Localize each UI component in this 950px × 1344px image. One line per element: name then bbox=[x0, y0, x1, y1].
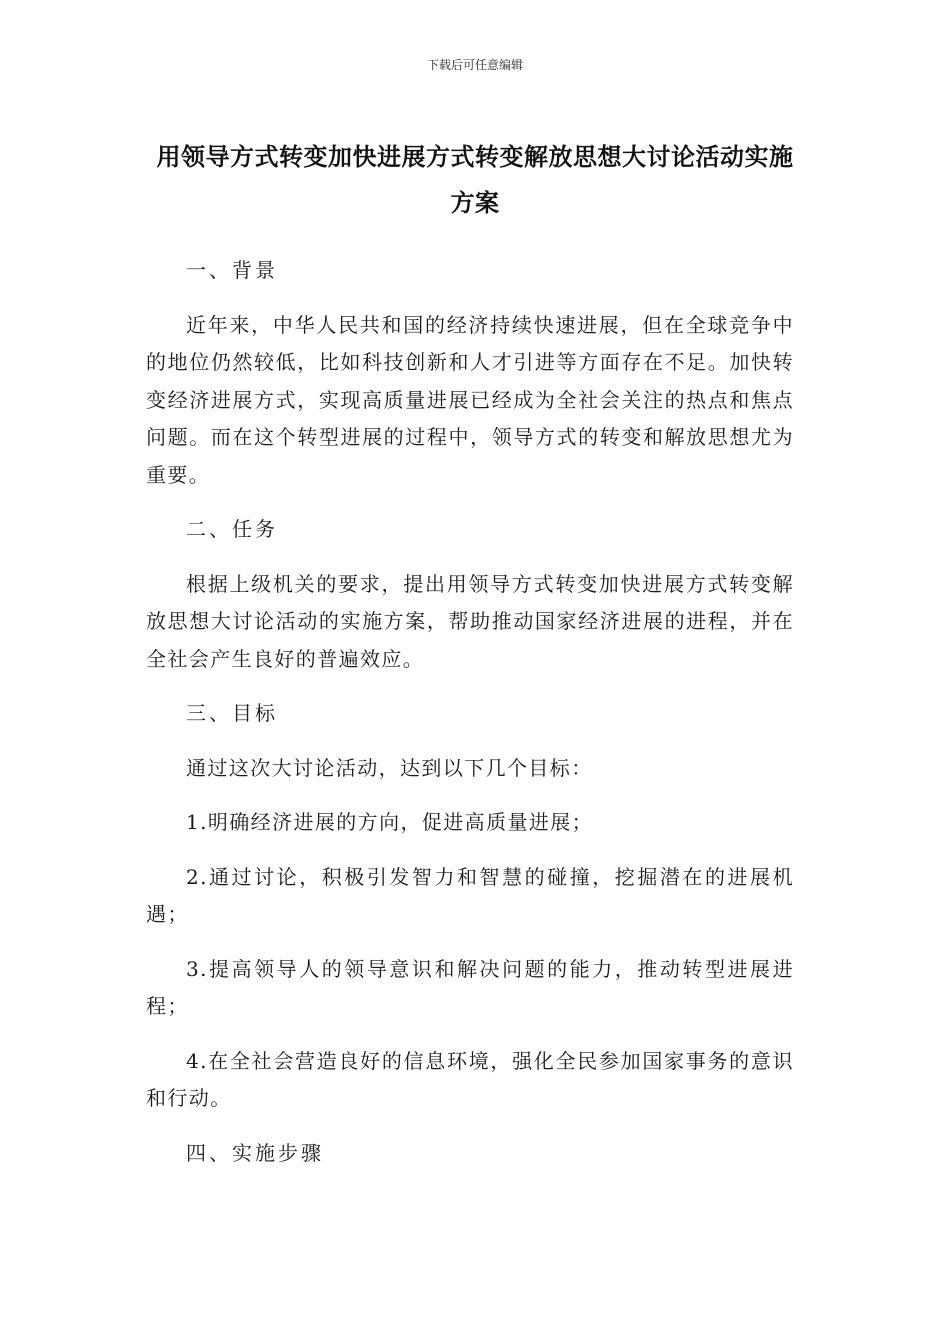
goal-item-4: 4.在全社会营造良好的信息环境，强化全民参加国家事务的意识和行动。 bbox=[146, 1048, 794, 1110]
document-title: 用领导方式转变加快进展方式转变解放思想大讨论活动实施方案 bbox=[156, 143, 794, 217]
paragraph-task: 根据上级机关的要求，提出用领导方式转变加快进展方式转变解放思想大讨论活动的实施方案，帮助推动国家经济进展的进程，并在全社会产生良好的普遍效应。 bbox=[146, 571, 794, 671]
header-note: 下载后可任意编辑 bbox=[426, 58, 523, 72]
document-body bbox=[146, 252, 794, 1189]
section-heading-goals: 三、目标 bbox=[186, 701, 278, 725]
goal-item-2: 2.通过讨论，积极引发智力和智慧的碰撞，挖掘潜在的进展机遇； bbox=[146, 864, 794, 926]
section-heading-steps: 四、实施步骤 bbox=[186, 1140, 324, 1165]
goal-item-1: 1.明确经济进展的方向，促进高质量进展； bbox=[186, 810, 594, 834]
paragraph-goals-intro: 通过这次大讨论活动，达到以下几个目标： bbox=[186, 755, 593, 780]
section-heading-task: 二、任务 bbox=[186, 517, 278, 541]
paragraph-background: 近年来，中华人民共和国的经济持续快速进展，但在全球竞争中的地位仍然较低，比如科技创新和人才引进等方面存在不足。加快转变经济进展方式，实现高质量进展已经成为全社会关注的热点和焦点问题。而在这个转型进展的过程中，领导方式的转变和解放思想尤为重要。 bbox=[146, 312, 794, 487]
goal-item-3: 3.提高领导人的领导意识和解决问题的能力，推动转型进展进程； bbox=[146, 956, 794, 1018]
section-heading-background: 一、背景 bbox=[186, 258, 278, 282]
